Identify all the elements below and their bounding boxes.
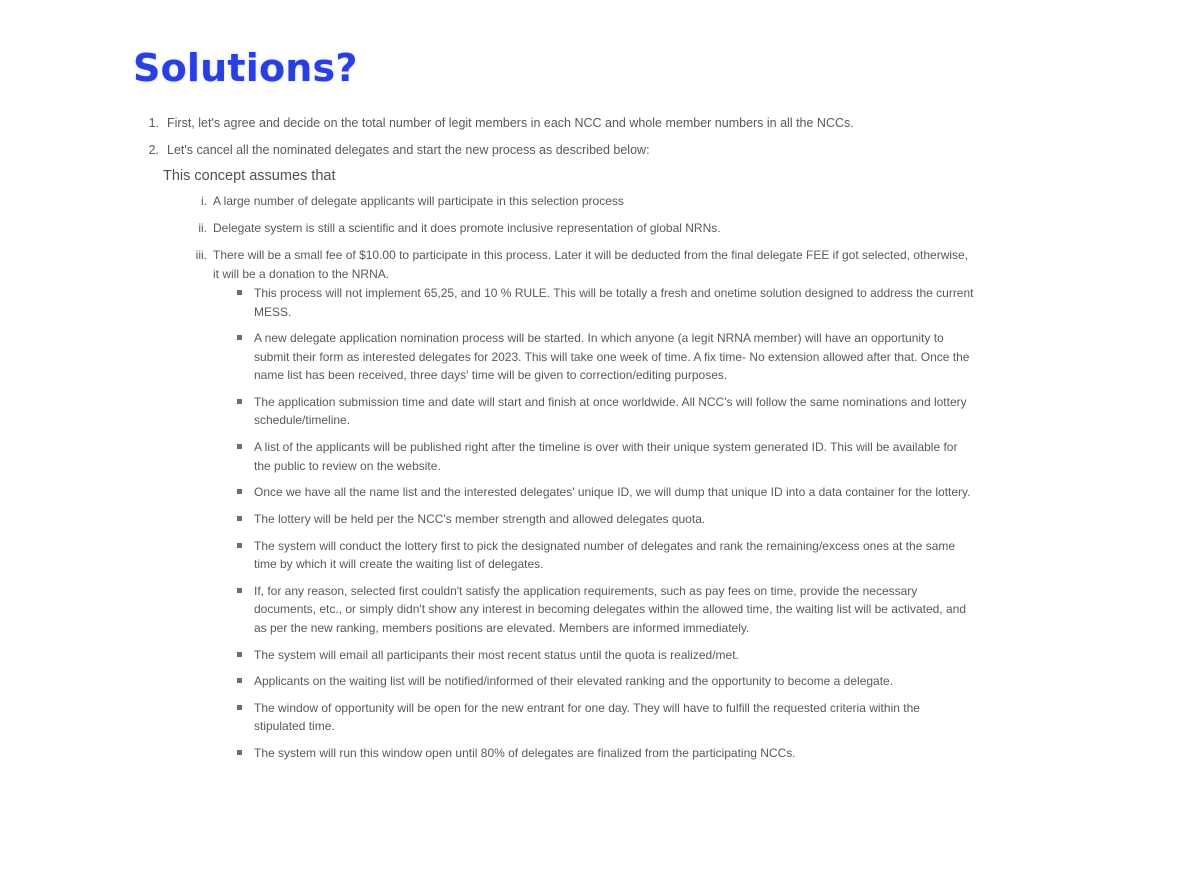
bullet-text: If, for any reason, selected first couldn't satisfy the application requirements, such as pay fees on time, provide the necessary documents, etc., or simply didn't show any interest in becoming delegates within the allowed time, the waiting list will be activated, and as per the new ranking, members positions are elevated. Members are informed immediately. (254, 583, 966, 635)
assumption-number: ii. (198, 221, 207, 235)
assumptions-list (185, 192, 975, 292)
step-text: Let's cancel all the nominated delegates and start the new process as described below: (167, 143, 650, 157)
assumption-number: i. (201, 194, 207, 208)
bullet-text: The window of opportunity will be open for the new entrant for one day. They will have to fulfill the requested criteria within the stipulated time. (254, 700, 920, 734)
square-bullet-icon (234, 582, 254, 638)
list-item (234, 699, 974, 736)
list-item (234, 510, 974, 529)
list-item (185, 219, 975, 238)
bullet-text: A list of the applicants will be published right after the timeline is over with their unique system generated ID. This will be available for the public to review on the website. (254, 440, 958, 473)
step-text: First, let's agree and decide on the total number of legit members in each NCC and whole member numbers in all the NCCs. (167, 116, 854, 130)
list-item (234, 744, 974, 763)
list-item (234, 582, 974, 638)
steps-list (133, 114, 973, 168)
assumption-text: Delegate system is still a scientific and it does promote inclusive representation of global NRNs. (213, 221, 721, 235)
list-item (185, 246, 975, 283)
square-bullet-icon (234, 284, 254, 321)
square-bullet-icon (234, 672, 254, 691)
square-bullet-icon (234, 699, 254, 736)
list-item (234, 284, 974, 321)
square-bullet-icon (234, 646, 254, 665)
bullet-text: Applicants on the waiting list will be notified/informed of their elevated ranking and the opportunity to become a delegate. (254, 674, 894, 689)
details-bullet-list (234, 284, 974, 771)
step-number: 2. (148, 143, 159, 157)
bullet-text: The system will email all participants their most recent status until the quota is realized/met. (254, 647, 739, 662)
bullet-text: The lottery will be held per the NCC's member strength and allowed delegates quota. (254, 511, 706, 526)
bullet-text: Once we have all the name list and the interested delegates' unique ID, we will dump that unique ID into a data container for the lottery. (254, 485, 971, 500)
bullet-text: The system will conduct the lottery first to pick the designated number of delegates and rank the remaining/excess ones at the same time by which it will create the waiting list of delegates. (254, 538, 956, 572)
list-item (234, 672, 974, 691)
bullet-text: A new delegate application nomination process will be started. In which anyone (a legit NRNA member) will have an opportunity to submit their form as interested delegates for 2023. This will take one week of time. A fix time- No extension allowed after that. Once the name list has been received, three days' time will be given to correction/editing purposes. (254, 331, 970, 383)
list-item (234, 483, 974, 502)
list-item (234, 646, 974, 665)
step-number: 1. (148, 116, 159, 130)
list-item (234, 438, 974, 475)
square-bullet-icon (234, 329, 254, 385)
concept-heading: This concept assumes that (163, 168, 336, 184)
list-item (185, 192, 975, 211)
assumption-number: iii. (195, 248, 207, 262)
page-title: Solutions? (133, 46, 358, 90)
square-bullet-icon (234, 438, 254, 475)
list-item (133, 141, 973, 159)
list-item (133, 114, 973, 132)
bullet-text: The system will run this window open until 80% of delegates are finalized from the participating NCCs. (254, 746, 796, 761)
list-item (234, 393, 974, 430)
square-bullet-icon (234, 537, 254, 574)
square-bullet-icon (234, 393, 254, 430)
assumption-text: There will be a small fee of $10.00 to participate in this process. Later it will be deducted from the final delegate FEE if got selected, otherwise, it will be a donation to the NRNA. (213, 248, 969, 281)
list-item (234, 329, 974, 385)
assumption-text: A large number of delegate applicants will participate in this selection process (213, 194, 624, 208)
square-bullet-icon (234, 744, 254, 763)
square-bullet-icon (234, 510, 254, 529)
bullet-text: This process will not implement 65,25, and 10 % RULE. This will be totally a fresh and onetime solution designed to address the current MESS. (254, 286, 974, 319)
square-bullet-icon (234, 483, 254, 502)
list-item (234, 537, 974, 574)
bullet-text: The application submission time and date will start and finish at once worldwide. All NCC's will follow the same nominations and lottery schedule/timeline. (254, 394, 967, 428)
